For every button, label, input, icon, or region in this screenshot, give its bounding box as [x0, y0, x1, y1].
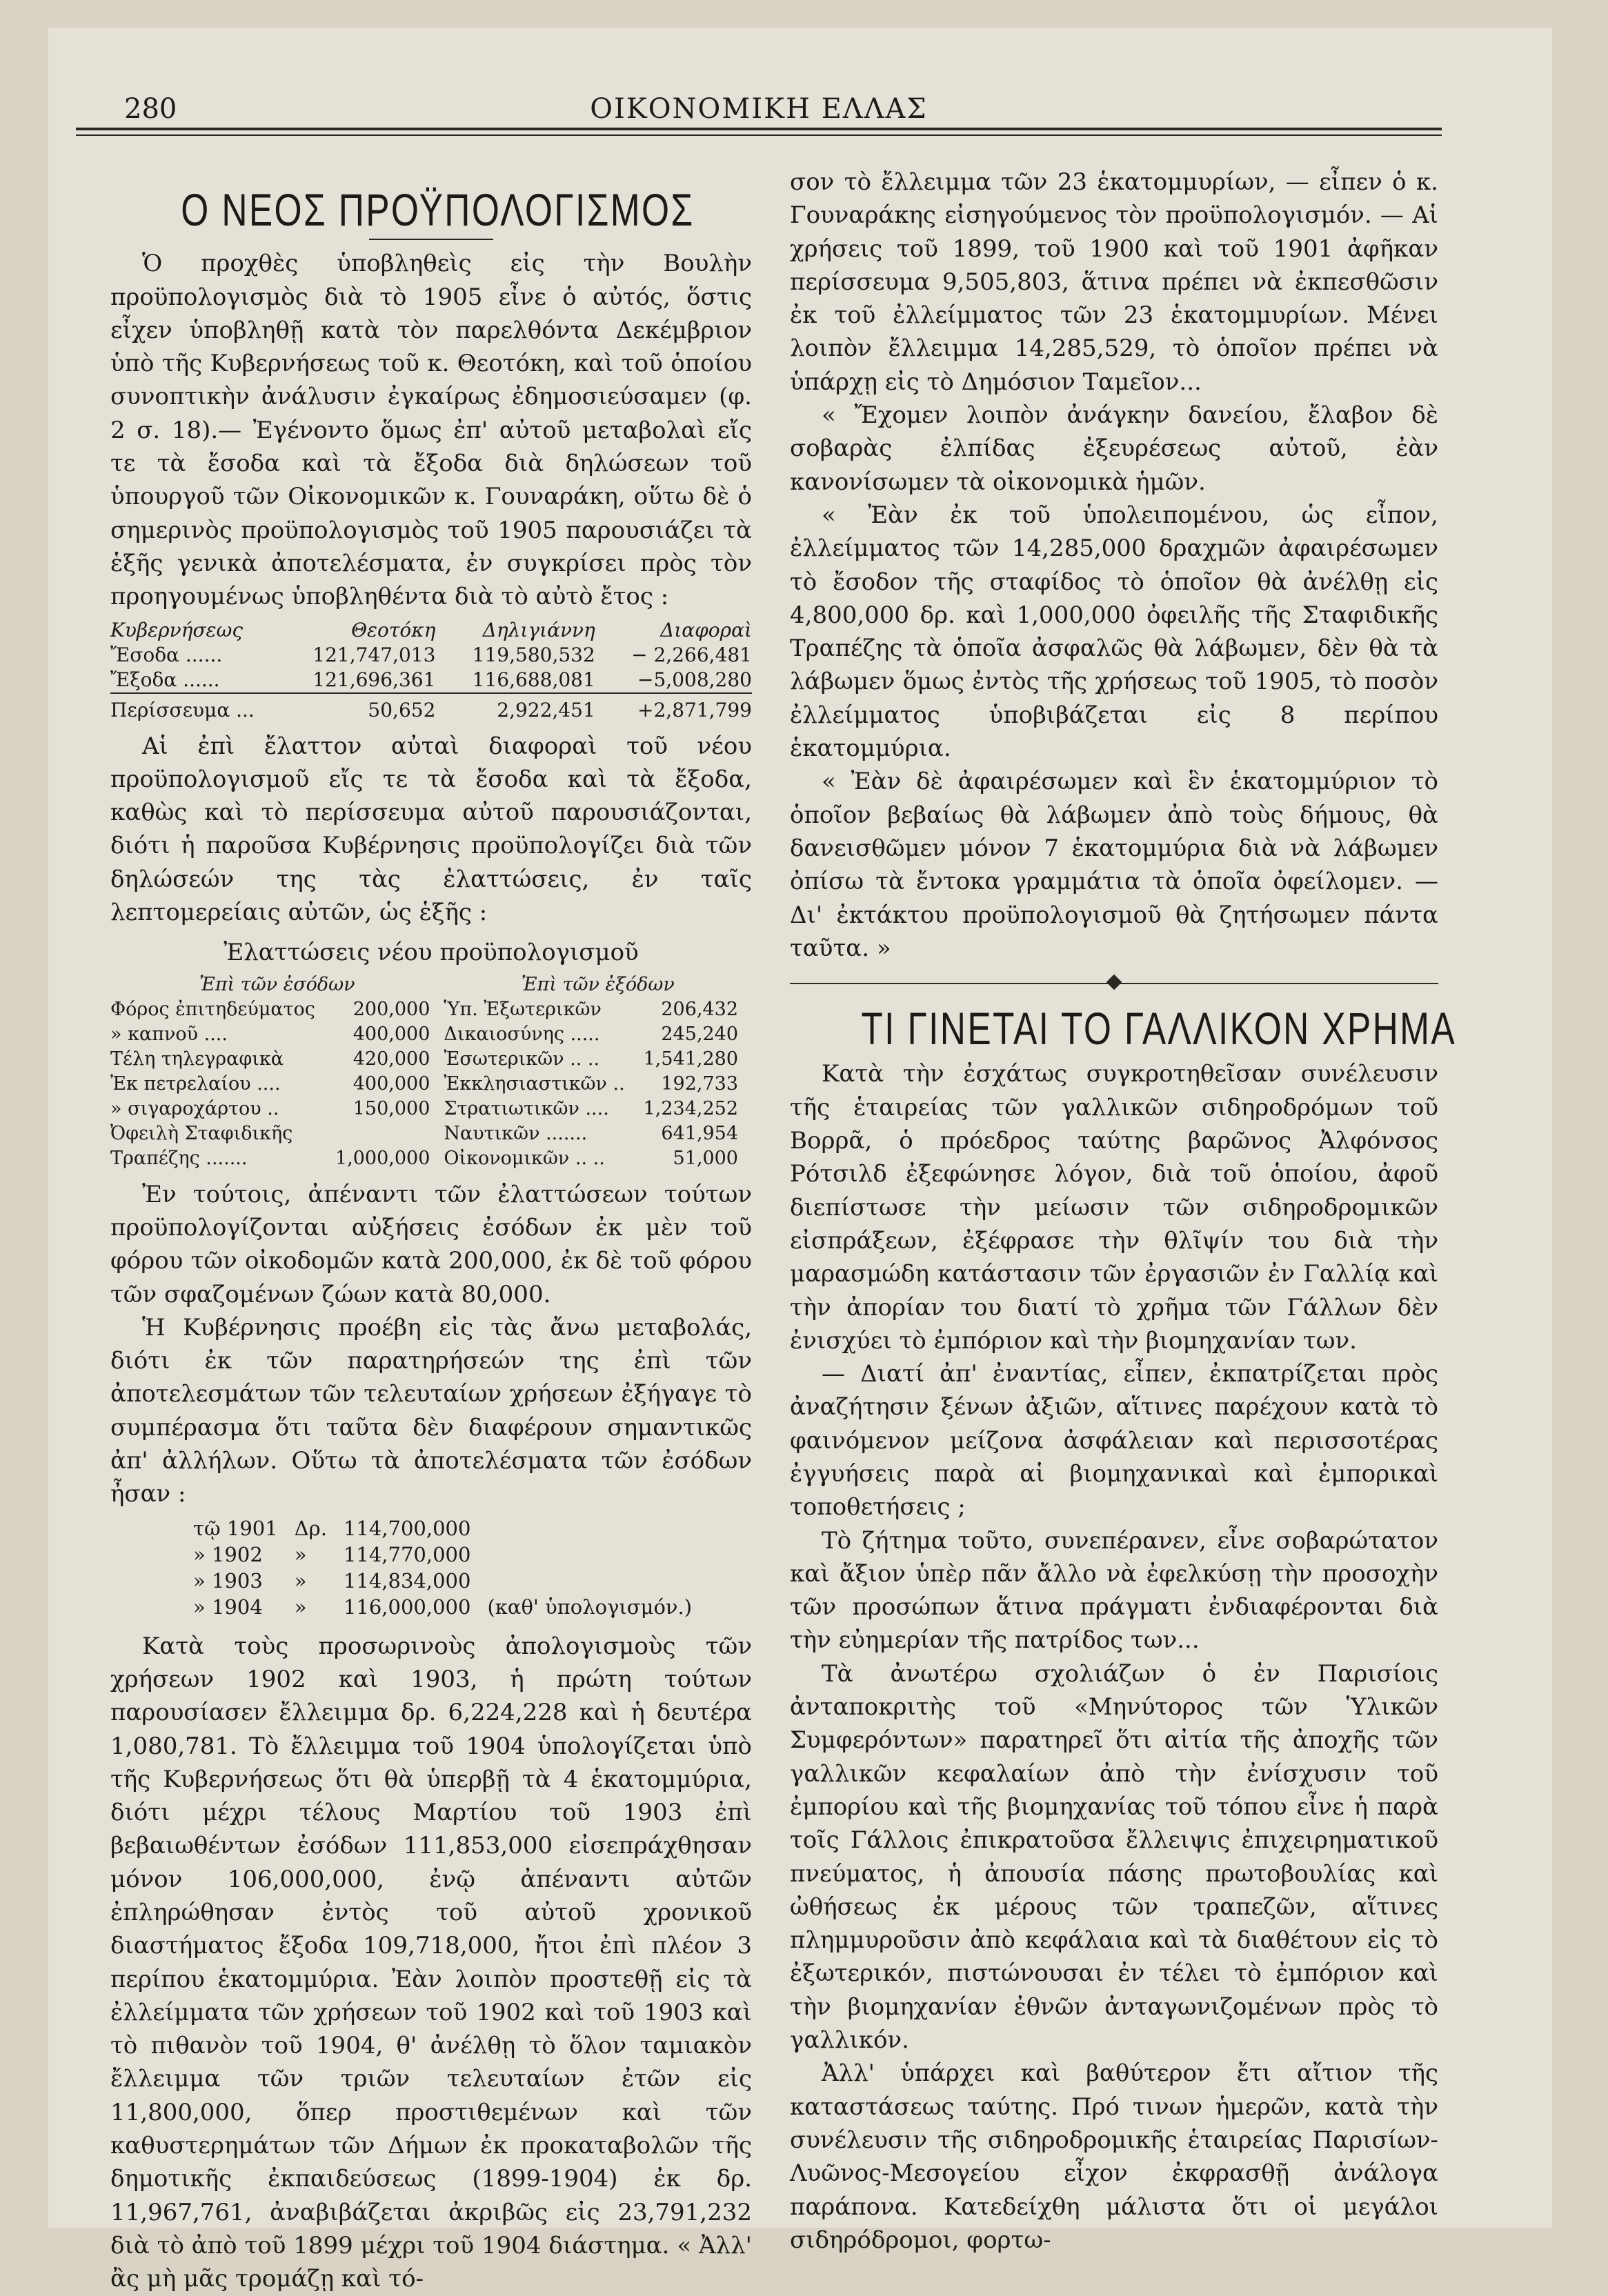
- table-header-row: [110, 972, 752, 997]
- table-sum-row: [110, 693, 752, 723]
- table-cell: Φόρος ἐπιτηδεύματος: [110, 998, 315, 1020]
- table-header-cell: Ἐπὶ τῶν ἐσόδων: [199, 973, 355, 995]
- table-cell: τῷ 1901: [193, 1516, 278, 1540]
- table-row: [193, 1541, 708, 1568]
- reductions-table-caption: Ἐλαττώσεις νέου προϋπολογισμοῦ: [224, 939, 639, 967]
- table-cell: » 1904: [193, 1595, 263, 1619]
- article1-headline: Ο ΝΕΟΣ ΠΡΟΫΠΟΛΟΓΙΣΜΟΣ: [181, 184, 695, 235]
- article1-continuation-2: « Ἔχομεν λοιπὸν ἀνάγκην δανείου, ἔλαβον δὲ σοβαρὰς ἐλπίδας ἐξευρέσεως αὐτοῦ, ἐὰν κανονίσωμεν τὰ οἰκονομικὰ ἡμῶν.: [790, 401, 1438, 496]
- table-header-cell: Ἐπὶ τῶν ἐξόδων: [521, 973, 675, 995]
- table-cell: 2,922,451: [435, 693, 595, 723]
- table-row: [110, 1022, 752, 1047]
- article-divider: [790, 983, 1438, 984]
- table-row: [110, 668, 752, 693]
- table-cell: » σιγαροχάρτου ..: [110, 1097, 279, 1119]
- table-cell: 121,696,361: [312, 668, 436, 691]
- table-cell: 114,834,000: [343, 1568, 471, 1593]
- table-cell: Οἰκονομικῶν .. ..: [444, 1147, 605, 1169]
- table-cell: Ὀφειλὴ Σταφιδικῆς: [110, 1122, 293, 1144]
- table-cell: 150,000: [353, 1097, 430, 1119]
- header-rule: [76, 128, 1442, 130]
- table-cell: Ἐκκλησιαστικῶν ..: [444, 1072, 625, 1095]
- article1-paragraph-2: Αἱ ἐπὶ ἔλαττον αὐταὶ διαφοραὶ τοῦ νέου προϋπολογισμοῦ εἴς τε τὰ ἔσοδα καὶ τὰ ἔξοδα, καθὼς καὶ τὸ περίσσευμα αὐτοῦ παρουσιάζονται, διότι ἡ παροῦσα Κυβέρνησις προϋπολογίζει διὰ τῶν δηλώσεών της τὰς ἐλαττώσεις, ἐν ταῖς λεπτομερείαις αὐτῶν, ὡς ἑξῆς :: [110, 732, 752, 927]
- headline-rule: [369, 239, 493, 240]
- table-cell: Στρατιωτικῶν ....: [444, 1097, 609, 1119]
- table-cell: Τραπέζης .......: [110, 1147, 248, 1169]
- table-cell: 51,000: [673, 1147, 738, 1169]
- table-cell: 245,240: [661, 1023, 738, 1045]
- table-cell: »: [294, 1568, 307, 1593]
- article1-continuation-4: « Ἐὰν δὲ ἀφαιρέσωμεν καὶ ἓν ἑκατομμύριον τὸ ὁποῖον βεβαίως θὰ λάβωμεν ἀπὸ τοὺς δήμους, θὰ δανεισθῶμεν μόνον 7 ἑκατομμύρια διὰ νὰ λάβωμεν ὀπίσω τὰ ἔντοκα γραμμάτια τὰ ὁποῖα ὀφείλομεν. — Δι' ἐκτάκτου προϋπολογισμοῦ θὰ ζητήσωμεν πάντα ταῦτα. »: [790, 768, 1438, 962]
- table-cell: 400,000: [353, 1023, 430, 1045]
- table-header-cell: Κυβερνήσεως: [110, 618, 244, 641]
- header-rule-thin: [76, 134, 1442, 136]
- table-row: [193, 1515, 708, 1541]
- table-cell: 200,000: [353, 998, 430, 1020]
- article2-paragraph-1: Κατὰ τὴν ἐσχάτως συγκροτηθεῖσαν συνέλευσιν τῆς ἑταιρείας τῶν γαλλικῶν σιδηροδρόμων τοῦ Βορρᾶ, ὁ πρόεδρος ταύτης βαρῶνος Ἀλφόνσος Ρότσιλδ ἐξεφώνησε λόγον, διὰ τοῦ ὁποίου, ἀφοῦ διεπίστωσε τὴν μείωσιν τῶν σιδηροδρομικῶν εἰσπράξεων, ἐξέφρασε τὴν θλῖψίν του διὰ τὴν μαρασμώδη κατάστασιν τῶν ἐργασιῶν ἐν Γαλλίᾳ καὶ τὴν ἀπορίαν του διατί τὸ χρῆμα τῶν Γάλλων δὲν ἐνισχύει τὸ ἐμπόριον καὶ τὴν βιομηχανίαν των.: [790, 1060, 1438, 1355]
- table-row: [110, 1072, 752, 1097]
- table-cell: [487, 1541, 708, 1568]
- table-cell: 420,000: [353, 1048, 430, 1070]
- article1-continuation-3: « Ἐὰν ἐκ τοῦ ὑπολειπομένου, ὡς εἶπον, ἐλλείμματος τῶν 14,285,000 δραχμῶν ἀφαιρέσωμεν τὸ ἔσοδον τῆς σταφίδος τὸ ὁποῖον θὰ ἀνέλθῃ εἰς 4,800,000 δρ. καὶ 1,000,000 ὀφειλῆς τῆς Σταφιδικῆς Τραπέζης τὰ ὁποῖα ἀσφαλῶς θὰ λάβωμεν, δὲν θὰ τὰ λάβωμεν ὅμως ἐντὸς τῆς χρήσεως τοῦ 1905, τὸ ποσὸν ἐλλείμματος ὑποβιβάζεται εἰς 8 περίπου ἑκατομμύρια.: [790, 501, 1438, 763]
- page-header: [76, 59, 1442, 125]
- table-cell: [328, 1121, 444, 1146]
- article1-paragraph-3: Ἐν τούτοις, ἀπέναντι τῶν ἐλαττώσεων τούτων προϋπολογίζονται αὐξήσεις ἐσόδων ἐκ μὲν τοῦ φόρου τῶν οἰκοδομῶν κατὰ 200,000, ἐκ δὲ τοῦ φόρου τῶν σφαζομένων ζώων κατὰ 80,000.: [110, 1180, 752, 1308]
- article1-continuation-1: σον τὸ ἔλλειμμα τῶν 23 ἑκατομμυρίων, — εἶπεν ὁ κ. Γουναράκης εἰσηγούμενος τὸν προϋπολογισμόν. — Αἱ χρήσεις τοῦ 1899, τοῦ 1900 καὶ τοῦ 1901 ἀφῆκαν περίσσευμα 9,505,803, ἅτινα πρέπει νὰ ἐκπεσθῶσιν ἐκ τοῦ ἐλλείμματος τῶν 23 ἑκατομμυρίων. Μένει λοιπὸν ἔλλειμμα 14,285,529, τὸ ὁποῖον πρέπει νὰ ὑπάρχῃ εἰς τὸ Δημόσιον Ταμεῖον...: [790, 168, 1438, 396]
- article2-paragraph-2: — Διατί ἀπ' ἐναντίας, εἶπεν, ἐκπατρίζεται πρὸς ἀναζήτησιν ξένων ἀξιῶν, αἵτινες παρέχουν κατὰ τὸ φαινόμενον μείζονα ἀσφάλειαν καὶ περισσοτέρας ἐγγυήσεις παρὰ αἱ βιομηχανικαὶ καὶ ἐμπορικαὶ τοποθετήσεις ;: [790, 1360, 1438, 1521]
- table-row: [110, 997, 752, 1022]
- table-cell: 116,000,000: [343, 1595, 471, 1619]
- table-cell: » 1903: [193, 1568, 263, 1593]
- table-cell: −5,008,280: [637, 668, 752, 691]
- article1-paragraph-5: Κατὰ τοὺς προσωρινοὺς ἀπολογισμοὺς τῶν χρήσεων 1902 καὶ 1903, ἡ πρώτη τούτων παρουσίασεν ἔλλειμμα δρ. 6,224,228 καὶ ἡ δευτέρα 1,080,781. Τὸ ἔλλειμμα τοῦ 1904 ὑπολογίζεται ὑπὸ τῆς Κυβερνήσεως ὅτι θὰ ὑπερβῇ τὰ 4 ἑκατομμύρια, διότι μέχρι τέλους Μαρτίου τοῦ 1903 ἐπὶ βεβαιωθέντων ἐσόδων 111,853,000 εἰσεπράχθησαν μόνον 106,000,000, ἐνῷ ἀπέναντι αὐτῶν ἐπληρώθησαν ἐντὸς τοῦ αὐτοῦ χρονικοῦ διαστήματος ἔξοδα 109,718,000, ἤτοι ἐπὶ πλέον 3 περίπου ἑκατομμύρια. Ἐὰν λοιπὸν προστεθῇ εἰς τὰ ἐλλείμματα τῶν χρήσεων τοῦ 1902 καὶ τοῦ 1903 καὶ τὸ πιθανὸν τοῦ 1904, θ' ἀνέλθῃ τὸ ὅλον ταμιακὸν ἔλλειμμα τῶν τριῶν τελευταίων ἐτῶν εἰς 11,800,000, ὅπερ προστιθεμένων καὶ τῶν καθυστερημάτων τῶν Δήμων ἐκ προκαταβολῶν τῆς δημοτικῆς ἐκπαιδεύσεως (1899-1904) ἐκ δρ. 11,967,761, ἀναβιβάζεται ἀκριβῶς εἰς 23,791,232 διὰ τὸ ἀπὸ τοῦ 1899 μέχρι τοῦ 1904 διάστημα. « Ἀλλ' ἂς μὴ μᾶς τρομάζῃ καὶ τό-: [110, 1632, 752, 2293]
- table-cell: Ἐκ πετρελαίου ....: [110, 1072, 281, 1095]
- table-cell: »: [294, 1595, 307, 1619]
- table-header-cell: Θεοτόκη: [351, 618, 436, 641]
- table-cell: 114,700,000: [343, 1516, 471, 1540]
- table-cell: +2,871,799: [595, 693, 752, 723]
- table-cell: 1,000,000: [335, 1147, 430, 1169]
- table-cell: Δρ.: [294, 1516, 327, 1540]
- revenue-by-year-table: [193, 1515, 708, 1620]
- table-cell: Τέλη τηλεγραφικὰ: [110, 1048, 284, 1070]
- table-cell: 1,541,280: [643, 1048, 738, 1070]
- table-cell: 116,688,081: [472, 668, 595, 691]
- table-row: [110, 1121, 752, 1146]
- table-header-cell: Διαφοραὶ: [660, 618, 752, 641]
- budget-comparison-table: [110, 618, 752, 723]
- table-row: [193, 1594, 708, 1620]
- article1-paragraph-1: Ὁ προχθὲς ὑποβληθεὶς εἰς τὴν Βουλὴν προϋπολογισμὸς διὰ τὸ 1905 εἶνε ὁ αὐτός, ὅστις εἶχεν ὑποβληθῇ κατὰ τὸν παρελθόντα Δεκέμβριον ὑπὸ τῆς Κυβερνήσεως τοῦ κ. Θεοτόκη, καὶ τοῦ ὁποίου συνοπτικὴν ἀνάλυσιν ἐγκαίρως ἐδημοσιεύσαμεν (φ. 2 σ. 18).— Ἐγένοντο ὅμως ἐπ' αὐτοῦ μεταβολαὶ εἴς τε τὰ ἔσοδα καὶ τὰ ἔξοδα διὰ δηλώσεων τοῦ ὑπουργοῦ τῶν Οἰκονομικῶν κ. Γουναράκη, οὕτω δὲ ὁ σημερινὸς προϋπολογισμὸς τοῦ 1905 παρουσιάζει τὰ ἑξῆς γενικὰ ἀποτελέσματα, ἐν συγκρίσει πρὸς τὸν προηγουμένως ὑποβληθέντα διὰ τὸ αὐτὸ ἔτος :: [110, 250, 752, 611]
- table-header-cell: Δηλιγιάννη: [482, 618, 595, 641]
- table-cell: Περίσσευμα ...: [110, 693, 276, 723]
- table-cell: » καπνοῦ ....: [110, 1023, 228, 1045]
- left-column: [110, 166, 752, 2296]
- table-cell: Ἔσοδα ......: [110, 643, 223, 666]
- diamond-ornament-icon: [1106, 975, 1122, 990]
- table-row: [193, 1568, 708, 1594]
- table-cell: »: [294, 1542, 307, 1566]
- table-cell: 641,954: [661, 1122, 738, 1144]
- table-cell: (καθ' ὑπολογισμόν.): [487, 1595, 693, 1619]
- table-cell: » 1902: [193, 1542, 263, 1566]
- table-cell: 192,733: [661, 1072, 738, 1095]
- article2-headline: ΤΙ ΓΙΝΕΤΑΙ ΤΟ ΓΑΛΛΙΚΟΝ ΧΡΗΜΑ: [861, 1003, 1457, 1055]
- table-row: [110, 1146, 752, 1171]
- table-cell: − 2,266,481: [631, 643, 752, 666]
- table-cell: [487, 1568, 708, 1594]
- table-row: [110, 643, 752, 668]
- table-cell: Ἔξοδα ......: [110, 668, 220, 691]
- table-cell: Ὑπ. Ἐξωτερικῶν: [444, 998, 602, 1020]
- page-number: 280: [124, 93, 177, 125]
- table-cell: Ἐσωτερικῶν .. ..: [444, 1048, 600, 1070]
- table-cell: 119,580,532: [472, 643, 595, 666]
- table-cell: Ναυτικῶν .......: [444, 1122, 588, 1144]
- table-cell: [487, 1515, 708, 1541]
- article2-paragraph-5: Ἀλλ' ὑπάρχει καὶ βαθύτερον ἔτι αἴτιον τῆς καταστάσεως ταύτης. Πρό τινων ἡμερῶν, κατὰ τὴν συνέλευσιν τῆς σιδηροδρομικῆς ἑταιρείας Παρισίων-Λυῶνος-Μεσογείου εἶχον ἐκφρασθῇ ἀνάλογα παράπονα. Κατεδείχθη μάλιστα ὅτι οἱ μεγάλοι σιδηρόδρομοι, φορτω-: [790, 2059, 1438, 2254]
- right-column: [790, 166, 1457, 2257]
- table-cell: 121,747,013: [312, 643, 436, 666]
- table-cell: 206,432: [661, 998, 738, 1020]
- table-cell: Δικαιοσύνης .....: [444, 1023, 600, 1045]
- table-cell: 114,770,000: [343, 1542, 471, 1566]
- table-cell: 400,000: [353, 1072, 430, 1095]
- table-cell: 50,652: [276, 693, 435, 723]
- article2-paragraph-3: Τὸ ζήτημα τοῦτο, συνεπέρανεν, εἶνε σοβαρώτατον καὶ ἄξιον ὑπὲρ πᾶν ἄλλο νὰ ἐφελκύσῃ τὴν προσοχὴν τῶν προσώπων ἅτινα πράγματι ἐνδιαφέρονται διὰ τὴν εὐημερίαν τῆς πατρίδος των...: [790, 1526, 1438, 1655]
- running-title: ΟΙΚΟΝΟΜΙΚΗ ΕΛΛΑΣ: [590, 93, 928, 125]
- table-cell: 1,234,252: [643, 1097, 738, 1119]
- reductions-table: [110, 972, 752, 1171]
- article1-paragraph-4: Ἡ Κυβέρνησις προέβη εἰς τὰς ἄνω μεταβολάς, διότι ἐκ τῶν παρατηρήσεών της ἐπὶ τῶν ἀποτελεσμάτων τῶν τελευταίων χρήσεων ἐξήγαγε τὸ συμπέρασμα ὅτι ταῦτα δὲν διαφέρουν σημαντικῶς ἀπ' ἀλλήλων. Οὕτω τὰ ἀποτελέσματα τῶν ἐσόδων ἦσαν :: [110, 1313, 752, 1508]
- table-row: [110, 1047, 752, 1072]
- table-row: [110, 1097, 752, 1121]
- table-header-row: [110, 618, 752, 643]
- article2-paragraph-4: Τὰ ἀνωτέρω σχολιάζων ὁ ἐν Παρισίοις ἀνταποκριτὴς τοῦ «Μηνύτορος τῶν Ὑλικῶν Συμφερόντων» παρατηρεῖ ὅτι αἰτία τῆς ἀποχῆς τῶν γαλλικῶν κεφαλαίων ἀπὸ τὴν ἐνίσχυσιν τοῦ ἐμπορίου καὶ τῆς βιομηχανίας τοῦ τόπου εἶνε ἡ παρὰ τοῖς Γάλλοις ἐπικρατοῦσα ἔλλειψις ἐπιχειρηματικοῦ πνεύματος, ἡ ἀπουσία πάσης πρωτοβουλίας καὶ ὠθήσεως ἐκ μέρους τῶν τραπεζῶν, αἵτινες πλημμυροῦσιν ἀπὸ κεφάλαια καὶ τὰ διαθέτουν εἰς τὸ ἐξωτερικόν, πιστώνουσαι ἐν τέλει τὸ ἐμπόριον καὶ τὴν βιομηχανίαν ἐθνῶν ἀνταγωνιζομένων πρὸς τὸ γαλλικόν.: [790, 1659, 1438, 2055]
